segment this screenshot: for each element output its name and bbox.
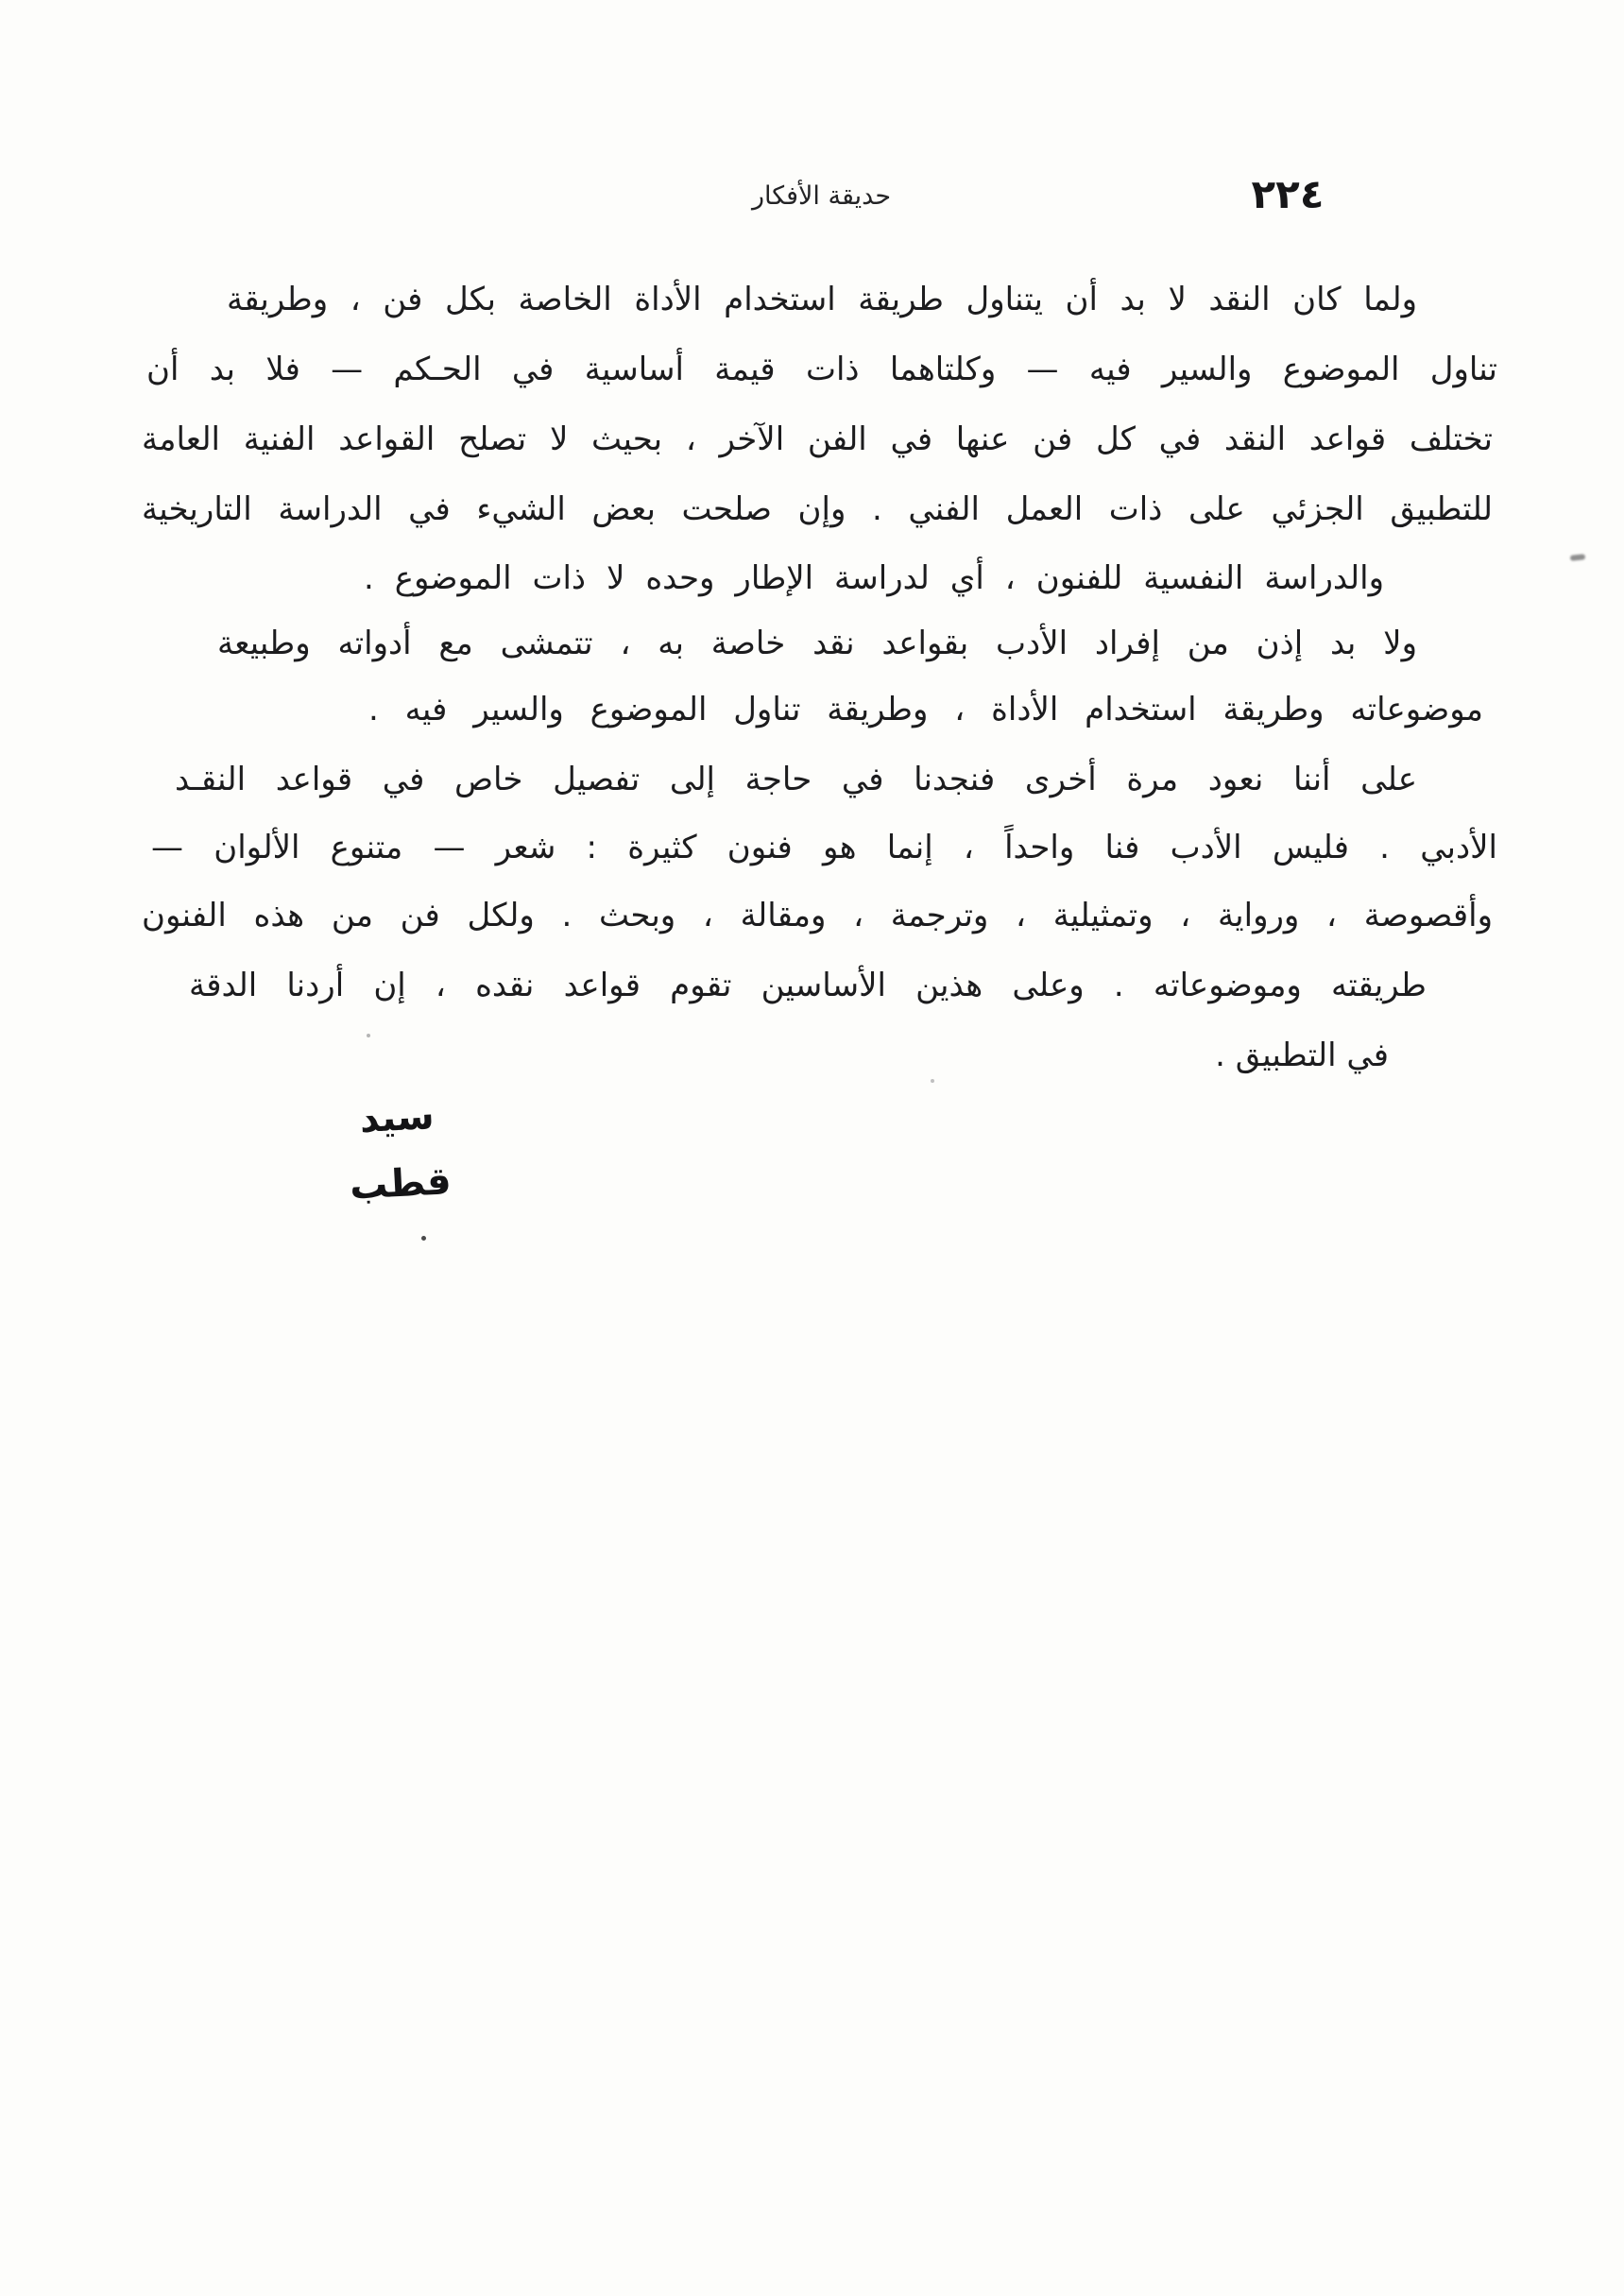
- text-line: ولما كان النقد لا بد أن يتناول طريقة استخدام الأداة الخاصة بكل فن ، وطريقة: [227, 281, 1417, 318]
- text-line: والدراسة النفسية للفنون ، أي لدراسة الإطار وحده لا ذات الموضوع .: [364, 559, 1384, 597]
- scan-smudge: [1570, 554, 1586, 561]
- scan-dot: [421, 1236, 426, 1241]
- text-line: للتطبيق الجزئي على ذات العمل الفني . وإن صلحت بعض الشيء في الدراسة التاريخية: [142, 490, 1493, 528]
- scan-speck: [931, 1079, 934, 1083]
- page-number: ٢٢٤: [1251, 171, 1325, 217]
- text-line: الأدبي . فليس الأدب فنا واحداً ، إنما هو فنون كثيرة : شعر — متنوع الألوان —: [151, 829, 1497, 866]
- text-line: تختلف قواعد النقد في كل فن عنها في الفن الآخر ، بحيث لا تصلح القواعد الفنية العامة: [142, 420, 1493, 458]
- text-line: في التطبيق .: [1215, 1037, 1389, 1074]
- text-line: ولا بد إذن من إفراد الأدب بقواعد نقد خاصة به ، تتمشى مع أدواته وطبيعة: [217, 625, 1417, 662]
- scan-speck: [367, 1034, 370, 1037]
- text-line: طريقته وموضوعاته . وعلى هذين الأساسين تقوم قواعد نقده ، إن أردنا الدقة: [189, 967, 1427, 1004]
- text-line: وأقصوصة ، ورواية ، وتمثيلية ، وترجمة ، ومقالة ، وبحث . ولكل فن من هذه الفنون: [142, 897, 1493, 934]
- book-title-header: حديقة الأفكار: [751, 181, 892, 211]
- text-line: على أننا نعود مرة أخرى فنجدنا في حاجة إلى تفصيل خاص في قواعد النقـد: [175, 761, 1417, 798]
- text-line: تناول الموضوع والسير فيه — وكلتاهما ذات قيمة أساسية في الحـكم — فلا بد أن: [146, 351, 1497, 388]
- author-signature: سيد قطب: [348, 1094, 453, 1208]
- text-line: موضوعاته وطريقة استخدام الأداة ، وطريقة تناول الموضوع والسير فيه .: [368, 691, 1483, 728]
